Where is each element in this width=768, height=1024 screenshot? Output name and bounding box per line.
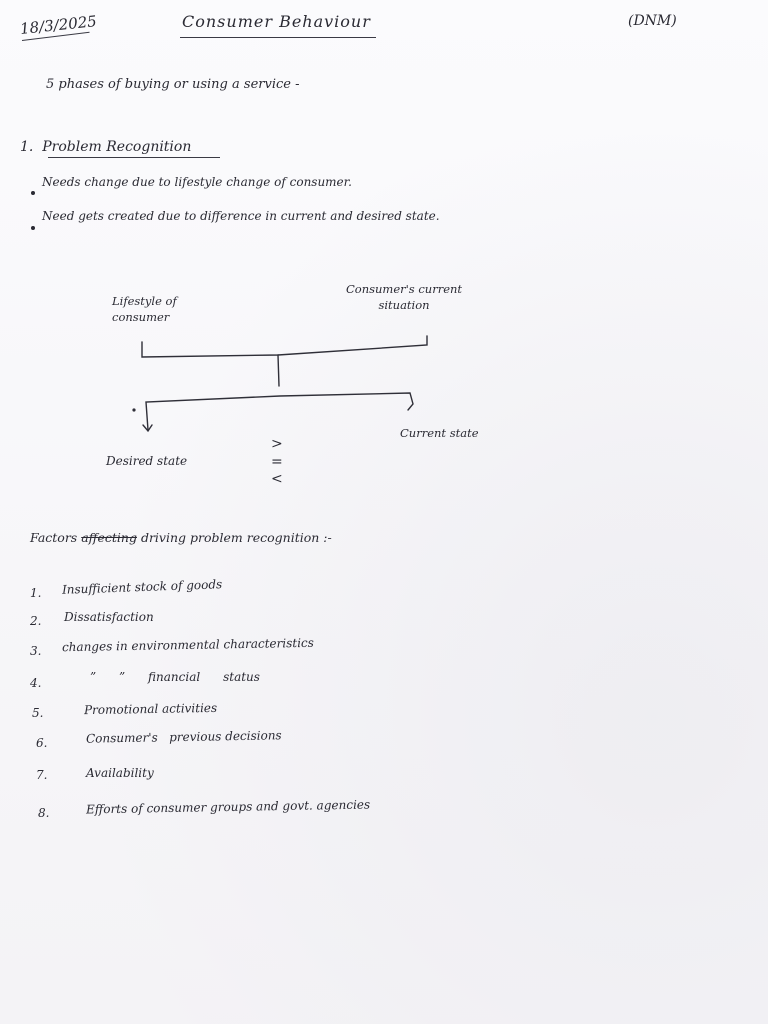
less-than-symbol: < — [271, 471, 283, 487]
factors-heading-start: Factors — [30, 530, 82, 545]
section-title: Problem Recognition — [42, 139, 192, 155]
start-dot — [132, 408, 135, 411]
list-number: 8. — [38, 806, 50, 820]
list-item: Efforts of consumer groups and govt. agencies — [85, 797, 371, 817]
struck-word: affecting — [81, 530, 137, 545]
page-title: Consumer Behaviour — [182, 12, 371, 31]
list-number: 1. — [30, 586, 42, 600]
bottom-bracket — [146, 393, 413, 430]
intro-line: 5 phases of buying or using a service - — [46, 77, 300, 92]
bullet-item: Needs change due to lifestyle change of consumer. — [42, 175, 352, 189]
list-item: changes in environmental characteristics — [61, 635, 314, 655]
comparison-symbols — [271, 436, 283, 489]
list-item: Insufficient stock of goods — [61, 577, 223, 597]
current-state-label: Current state — [400, 426, 479, 440]
lifestyle-label: Lifestyle of consumer — [112, 294, 177, 324]
stem-line — [278, 355, 279, 386]
list-number: 3. — [30, 644, 42, 658]
list-item: Promotional activities — [83, 700, 218, 718]
bullet-item: Need gets created due to difference in current and desired state. — [42, 209, 440, 223]
list-number: 2. — [30, 614, 42, 628]
list-number: 6. — [36, 736, 48, 750]
greater-than-symbol: > — [271, 436, 283, 452]
factors-heading-end: driving problem recognition :- — [136, 530, 332, 545]
note-date: 18/3/2025 — [19, 12, 98, 38]
equals-symbol: = — [271, 453, 283, 470]
author-initials: (DNM) — [628, 13, 677, 29]
section-number: 1. — [20, 139, 34, 155]
list-number: 7. — [36, 768, 48, 782]
list-number: 4. — [30, 676, 42, 690]
list-item: ” ” financial status — [90, 670, 260, 684]
list-item: Dissatisfaction — [64, 610, 154, 624]
factors-heading — [30, 532, 332, 545]
list-item: Availability — [86, 766, 154, 780]
list-item: Consumer's previous decisions — [85, 728, 282, 746]
top-bracket — [142, 336, 427, 357]
list-number: 5. — [32, 706, 44, 720]
desired-state-label: Desired state — [106, 454, 188, 468]
current-situation-label: Consumer's current situation — [346, 282, 463, 312]
